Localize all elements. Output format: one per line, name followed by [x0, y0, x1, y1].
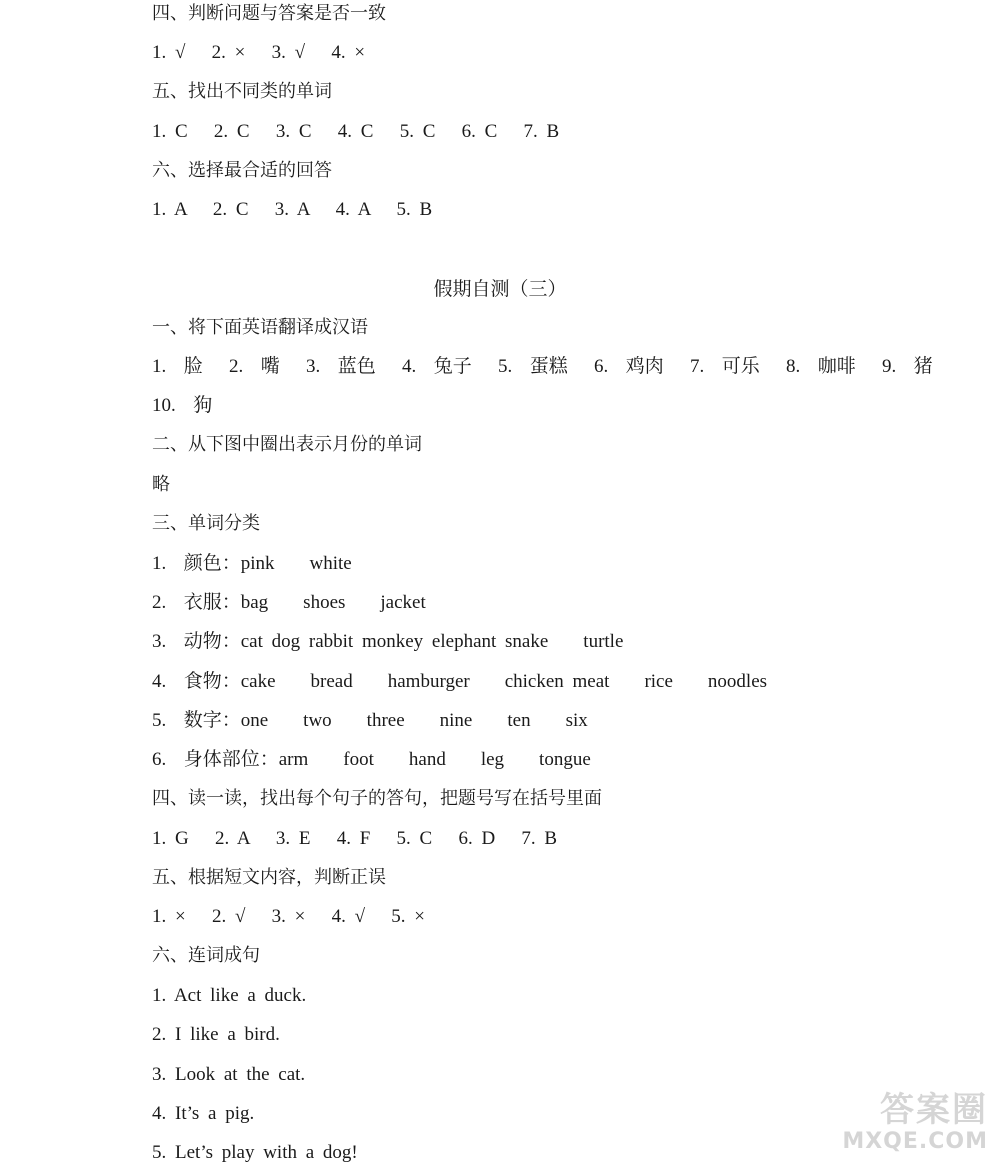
section-5-answers: 1. C 2. C 3. C 4. C 5. C 6. C 7. B [152, 121, 560, 142]
q3-item: 3. 动物：cat dog rabbit monkey elephant snake turtle [152, 631, 624, 652]
q6-item: 1. Act like a duck. [152, 985, 307, 1006]
q4-heading: 四、读一读，找出每个句子的答句，把题号写在括号里面 [152, 788, 602, 809]
q3-item: 1. 颜色：pink white [152, 553, 352, 574]
q2-heading: 二、从下图中圈出表示月份的单词 [152, 434, 422, 455]
q6-item: 4. It’s a pig. [152, 1103, 255, 1124]
section-5-heading: 五、找出不同类的单词 [152, 81, 332, 102]
q1-answers-line-1: 1. 脸 2. 嘴 3. 蓝色 4. 兔子 5. 蛋糕 6. 鸡肉 7. 可乐 8. 咖啡 9. 猪 [152, 356, 933, 377]
q3-item: 2. 衣服：bag shoes jacket [152, 592, 426, 613]
q3-item: 5. 数字：one two three nine ten six [152, 710, 588, 731]
q6-item: 5. Let’s play with a dog! [152, 1142, 358, 1163]
q3-item: 6. 身体部位：arm foot hand leg tongue [152, 749, 591, 770]
watermark-logo [798, 1091, 988, 1157]
q3-item: 4. 食物：cake bread hamburger chicken meat rice noodles [152, 671, 768, 692]
section-4-heading: 四、判断问题与答案是否一致 [152, 3, 386, 24]
section-4-answers: 1. √ 2. × 3. √ 4. × [152, 42, 366, 63]
q5-heading: 五、根据短文内容，判断正误 [152, 867, 386, 888]
q2-answer: 略 [152, 474, 170, 495]
watermark-top-text: 答案圈 [880, 1090, 988, 1130]
section-6-heading: 六、选择最合适的回答 [152, 160, 332, 181]
q5-answers: 1. × 2. √ 3. × 4. √ 5. × [152, 906, 426, 927]
q1-answers-line-2: 10. 狗 [152, 395, 213, 416]
section-6-answers: 1. A 2. C 3. A 4. A 5. B [152, 199, 433, 220]
q6-item: 2. I like a bird. [152, 1024, 280, 1045]
q1-heading: 一、将下面英语翻译成汉语 [152, 317, 368, 338]
q6-heading: 六、连词成句 [152, 945, 260, 966]
q6-item: 3. Look at the cat. [152, 1064, 306, 1085]
watermark-bottom-text: MXQE.COM [842, 1129, 988, 1154]
q4-answers: 1. G 2. A 3. E 4. F 5. C 6. D 7. B [152, 828, 558, 849]
q3-heading: 三、单词分类 [152, 513, 260, 534]
test-3-title: 假期自测（三） [433, 278, 567, 300]
